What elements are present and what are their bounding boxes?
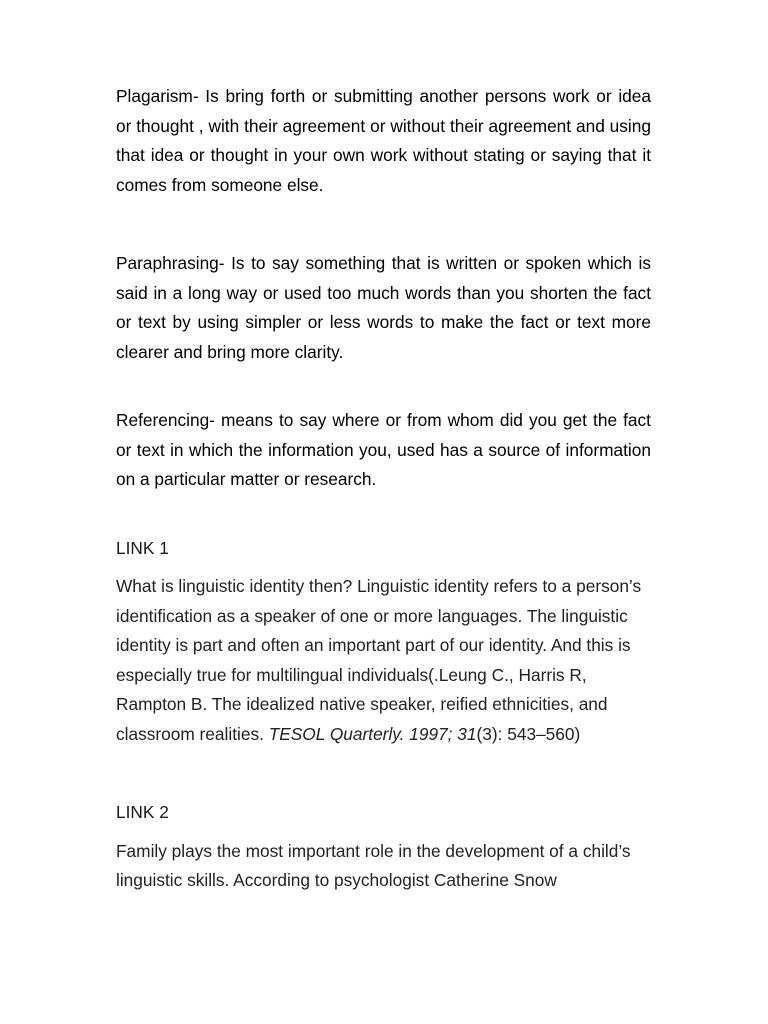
document-page [116, 82, 651, 896]
link1-paragraph [116, 572, 651, 749]
link1-heading: LINK 1 [116, 537, 169, 558]
plagiarism-definition: Plagarism- Is bring forth or submitting another persons work or idea or thought , with their agreement or without their agreement and using that idea or thought in your own work without stating or saying that it comes from someone else. [116, 86, 651, 195]
link2-heading: LINK 2 [116, 802, 169, 822]
referencing-definition: Referencing- means to say where or from whom did you get the fact or text in which the information you, used has a source of information on a particular matter or research. [116, 410, 651, 489]
link1-citation-journal: TESOL Quarterly. 1997; 31 [268, 723, 477, 744]
link2-paragraph: Family plays the most important role in the development of a child’s linguistic skills. According to psychologist Catherine Snow [116, 840, 631, 890]
paraphrasing-definition: Paraphrasing- Is to say something that is written or spoken which is said in a long way or used too much words than you shorten the fact or text by using simpler or less words to make the fact or text more clearer and bring more clarity. [116, 253, 651, 362]
link1-citation-pages: (3): 543–560) [476, 723, 581, 744]
link1-text: What is linguistic identity then? Linguistic identity refers to a person’s identification as a speaker of one or more languages. The linguistic identity is part and often an important part of our identity. And this is especially true for multilingual individuals(.Leung C., Harris R, Rampton B. The idealized native speaker, reified ethnicities, and classroom realities. [116, 576, 642, 744]
